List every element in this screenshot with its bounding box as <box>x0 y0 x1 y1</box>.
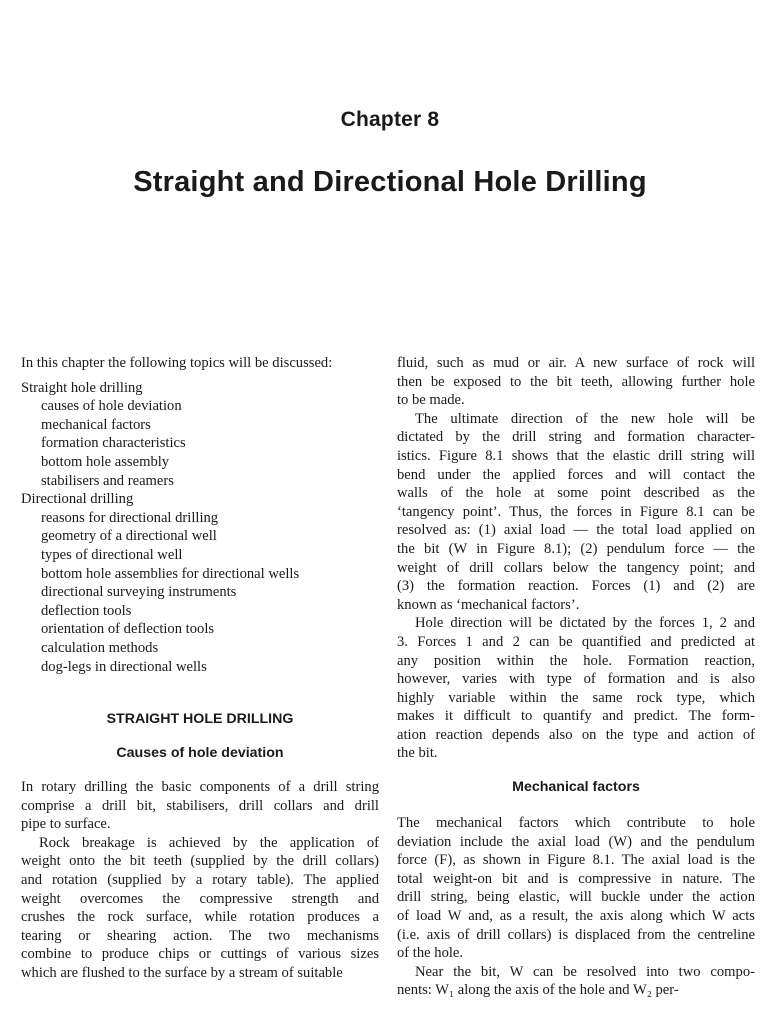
paragraph-line: The ultimate direction of the new hole will be <box>415 410 755 427</box>
topic-item: bottom hole assembly <box>41 453 170 470</box>
topic-item: geometry of a directional well <box>41 528 217 545</box>
paragraph-line: drill string, being elastic, will buckle under the action <box>397 889 755 906</box>
topic-item: orientation of deflection tools <box>41 621 215 638</box>
paragraph-line: tearing or shearing action. The two mechanisms <box>21 927 379 944</box>
topic-item: formation characteristics <box>41 435 186 452</box>
topic-item: Straight hole drilling <box>21 379 143 396</box>
spacer <box>21 676 379 710</box>
paragraph-line: (i.e. axis of drill collars) is displaced from the centreline <box>397 926 755 943</box>
topic-item: stabilisers and reamers <box>41 472 174 489</box>
paragraph-line: ation reaction depends also on the type and action of <box>397 726 755 743</box>
paragraph-line: makes it difficult to quantify and predict. The form- <box>397 708 755 725</box>
paragraph-line: weight of drill collars below the tangency point; and <box>397 559 755 576</box>
topic-item: dog-legs in directional wells <box>41 658 207 675</box>
paragraph-line: ‘tangency point’. Thus, the forces in Figure 8.1 can be <box>397 503 755 520</box>
topic-item: calculation methods <box>41 639 159 656</box>
section-heading: Mechanical factors <box>512 779 640 796</box>
paragraph-line: comprise a drill bit, stabilisers, drill collars and drill <box>21 797 379 814</box>
paragraph-line: In rotary drilling the basic components of a drill string <box>21 779 379 796</box>
paragraph-line: dictated by the drill string and formation character- <box>397 429 755 446</box>
paragraph-line: then be exposed to the bit teeth, allowing further hole <box>397 373 755 390</box>
paragraph-line: of load W and, as a result, the axis along which W acts <box>397 908 755 925</box>
spacer <box>21 728 379 744</box>
paragraph-line: any position within the hole. Formation reaction, <box>397 652 755 669</box>
paragraph-line: however, varies with type of formation and is also <box>397 671 755 688</box>
paragraph-line: deviation include the axial load (W) and the pendulum <box>397 833 755 850</box>
paragraph-line: total weight-on bit and is compressive in nature. The <box>397 870 755 887</box>
paragraph-line: (3) the formation reaction. Forces (1) and (2) are <box>397 578 755 595</box>
paragraph-line: weight overcomes the compressive strength and <box>21 890 379 907</box>
topic-item: bottom hole assemblies for directional wells <box>41 565 300 582</box>
paragraph-line: weight onto the bit teeth (supplied by the drill collars) <box>21 853 379 870</box>
topic-item: mechanical factors <box>41 416 151 433</box>
paragraph-line: The mechanical factors which contribute to hole <box>397 815 755 832</box>
paragraph-line: 3. Forces 1 and 2 can be quantified and predicted at <box>397 633 755 650</box>
right-column <box>397 354 755 1000</box>
chapter-label: Chapter 8 <box>340 108 440 131</box>
topic-item: Directional drilling <box>21 491 134 508</box>
left-column <box>21 354 379 983</box>
spacer <box>21 762 379 778</box>
paragraph-line: crushes the rock surface, while rotation produces a <box>21 909 379 926</box>
paragraph-line: and rotation (supplied by a rotary table). The applied <box>21 872 379 889</box>
paragraph-line: the bit. <box>397 745 438 762</box>
chapter-title: Straight and Directional Hole Drilling <box>133 166 647 198</box>
topic-item: causes of hole deviation <box>41 398 182 415</box>
paragraph-line: Hole direction will be dictated by the forces 1, 2 and <box>415 615 755 632</box>
paragraph-line: highly variable within the same rock type, which <box>397 689 755 706</box>
paragraph-line: the bit (W in Figure 8.1); (2) pendulum force — the <box>397 540 755 557</box>
paragraph-line: of the hole. <box>397 945 464 962</box>
paragraph-line: combine to produce chips or cuttings of various sizes <box>21 946 379 963</box>
paragraph-line: pipe to surface. <box>21 816 111 833</box>
topic-item: directional surveying instruments <box>41 584 237 601</box>
spacer <box>397 796 755 814</box>
spacer <box>397 763 755 778</box>
paragraph-line: nents: W₁ along the axis of the hole and W₂ per- <box>397 982 679 999</box>
paragraph-line: known as ‘mechanical factors’. <box>397 596 580 613</box>
paragraph-line: Rock breakage is achieved by the application of <box>39 834 379 851</box>
paragraph-line: to be made. <box>397 392 465 409</box>
section-heading: STRAIGHT HOLE DRILLING <box>106 711 294 728</box>
paragraph-line: fluid, such as mud or air. A new surface of rock will <box>397 355 755 371</box>
paragraph-line: bend under the applied forces and will contact the <box>397 466 755 483</box>
paragraph-line: resolved as: (1) axial load — the total load applied on <box>397 522 755 539</box>
topic-item: reasons for directional drilling <box>41 509 219 526</box>
paragraph-line: which are flushed to the surface by a stream of suitable <box>21 965 343 982</box>
topic-item: deflection tools <box>41 602 132 619</box>
paragraph-line: istics. Figure 8.1 shows that the elastic drill string will <box>397 447 755 464</box>
subsection-heading: Causes of hole deviation <box>116 745 284 762</box>
topic-item: types of directional well <box>41 546 183 563</box>
intro-text: In this chapter the following topics will be discussed: <box>21 355 333 371</box>
paragraph-line: walls of the hole at some point described as the <box>397 485 755 502</box>
paragraph-line: force (F), as shown in Figure 8.1. The axial load is the <box>397 852 755 869</box>
paragraph-line: Near the bit, W can be resolved into two compo- <box>415 963 755 980</box>
